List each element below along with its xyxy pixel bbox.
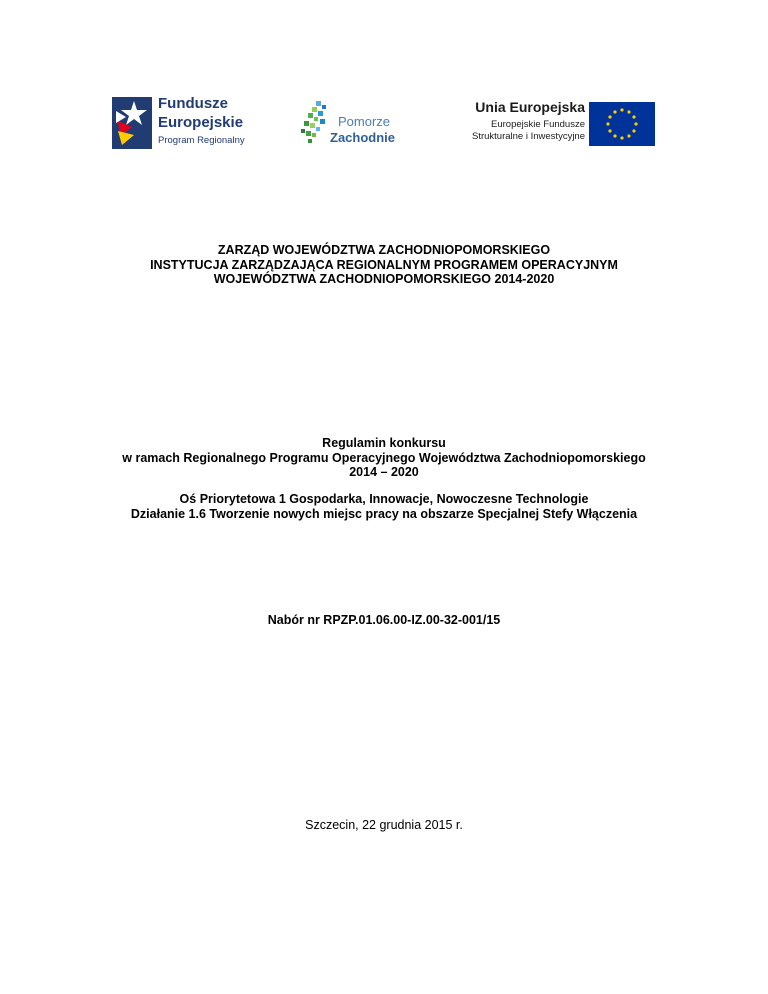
unia-line2: Europejskie Fundusze [491,119,585,130]
pomorze-line1: Pomorze [338,114,391,129]
pomorze-line2: Zachodnie [330,130,396,145]
pomorze-zachodnie-pixel-icon [298,99,332,147]
fundusze-line1: Fundusze [158,95,228,112]
unia-line3: Strukturalne i Inwestycyjne [472,131,585,142]
fundusze-line3: Program Regionalny [158,135,245,146]
fundusze-europejskie-star-icon [112,97,152,149]
logo-bar [0,95,768,155]
header-line3: WOJEWÓDZTWA ZACHODNIOPOMORSKIEGO 2014-2020 [213,272,555,286]
unia-europejska-logo [440,99,655,151]
call-number [0,613,768,628]
priority-axis [0,492,768,521]
place-date-text: Szczecin, 22 grudnia 2015 r. [305,818,463,832]
nabor-text: Nabór nr RPZP.01.06.00-IZ.00-32-001/15 [267,613,501,627]
title-line1: Regulamin konkursu [322,436,446,450]
title-line3: 2014 – 2020 [349,465,419,479]
unia-line1: Unia Europejska [475,99,585,115]
pomorze-zachodnie-logo [298,99,408,149]
fundusze-europejskie-logo [112,95,272,151]
axis-line2: Działanie 1.6 Tworzenie nowych miejsc pracy na obszarze Specjalnej Stefy Włączenia [130,506,638,521]
document-title [0,436,768,480]
header-line2: INSTYTUCJA ZARZĄDZAJĄCA REGIONALNYM PROGRAMEM OPERACYJNYM [150,257,618,272]
axis-line1: Oś Priorytetowa 1 Gospodarka, Innowacje, Nowoczesne Technologie [179,492,589,506]
title-line2: w ramach Regionalnego Programu Operacyjnego Województwa Zachodniopomorskiego [122,450,646,465]
fundusze-line2: Europejskie [158,114,244,131]
eu-flag-icon [589,102,655,146]
institution-header [0,243,768,287]
place-date [0,818,768,833]
header-line1: ZARZĄD WOJEWÓDZTWA ZACHODNIOPOMORSKIEGO [217,243,551,257]
